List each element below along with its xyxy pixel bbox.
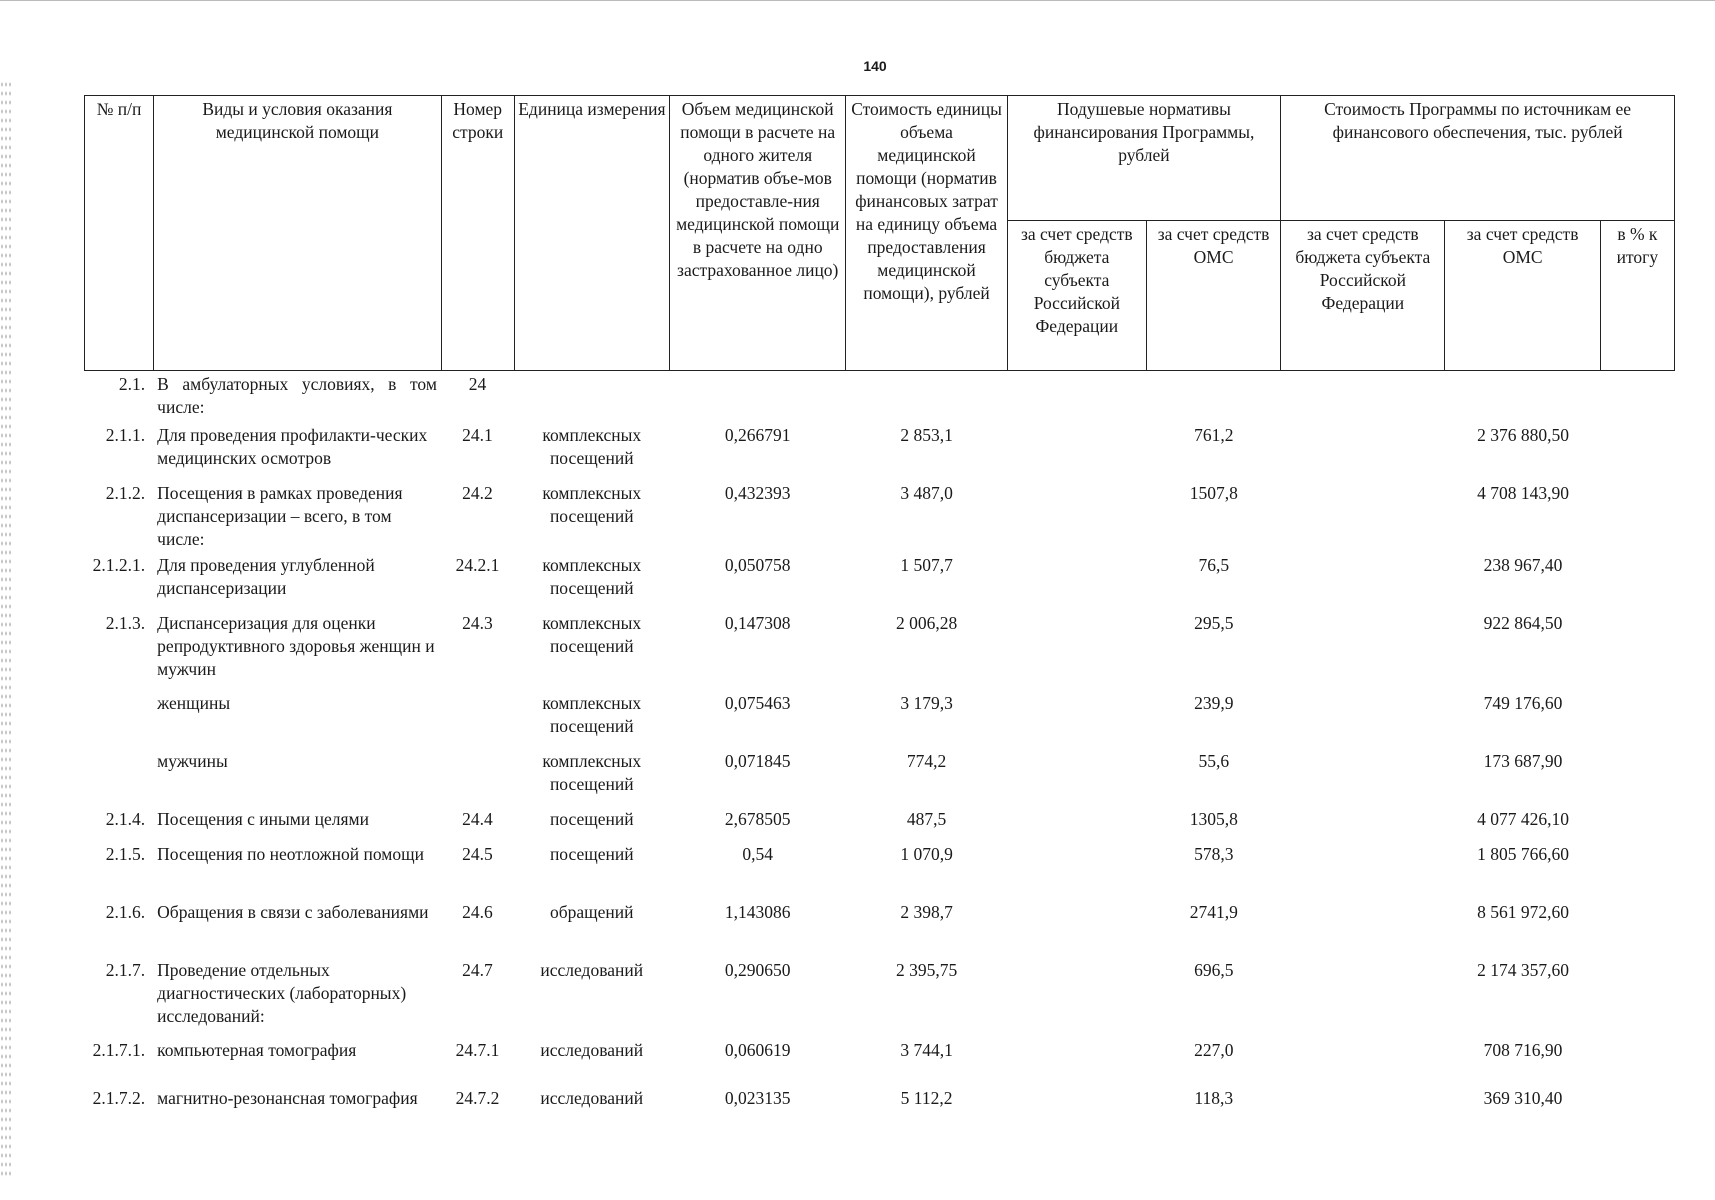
row-per-capita-oms-cell: 227,0 xyxy=(1194,1040,1234,1060)
row-unit-cell: посещений xyxy=(549,844,634,864)
row-line-cell xyxy=(441,747,514,805)
row-number-cell xyxy=(84,689,153,747)
row-cost-cell: 3 179,3 xyxy=(900,693,953,713)
row-program-pct-cell xyxy=(1601,421,1675,479)
row-per-capita-oms-cell: 2741,9 xyxy=(1189,902,1238,922)
row-cost-cell: 2 398,7 xyxy=(900,902,953,922)
header-program-pct: в % к итогу xyxy=(1600,221,1674,371)
row-program-budget-cell xyxy=(1281,609,1445,689)
header-unit: Единица измерения xyxy=(514,96,669,371)
row-per-capita-budget-cell xyxy=(1007,479,1146,551)
row-name-cell: Для проведения углубленной диспансеризации xyxy=(157,555,375,598)
header-volume: Объем медицинской помощи в расчете на одного жителя (норматив объе-мов предоставле-ния медицинской помощи в расчете на одно застрахованное лицо) xyxy=(670,96,846,371)
row-per-capita-oms-cell: 761,2 xyxy=(1194,425,1234,445)
row-program-pct-cell xyxy=(1601,805,1675,840)
row-number-cell: 2.1.1. xyxy=(105,425,146,445)
row-number-cell: 2.1.5. xyxy=(105,844,146,864)
row-program-pct-cell xyxy=(1601,1036,1675,1084)
row-per-capita-budget-cell xyxy=(1007,956,1146,1036)
row-number-cell: 2.1.7. xyxy=(105,960,146,980)
row-program-pct-cell xyxy=(1601,898,1675,956)
table-body xyxy=(84,371,1675,1134)
row-cost-cell: 5 112,2 xyxy=(900,1088,953,1108)
row-per-capita-budget-cell xyxy=(1007,1084,1146,1134)
row-number-cell: 2.1. xyxy=(118,374,146,394)
row-program-oms-cell: 1 805 766,60 xyxy=(1477,844,1569,864)
row-volume-cell: 0,266791 xyxy=(724,425,791,445)
row-name-cell: В амбулаторных условиях, в том числе: xyxy=(157,374,437,417)
page-number: 140 xyxy=(863,58,887,74)
row-program-oms-cell: 2 174 357,60 xyxy=(1477,960,1569,980)
row-per-capita-oms-cell: 55,6 xyxy=(1198,751,1230,771)
row-program-oms-cell: 2 376 880,50 xyxy=(1477,425,1569,445)
row-per-capita-budget-cell xyxy=(1007,1036,1146,1084)
row-program-budget-cell xyxy=(1281,805,1445,840)
row-per-capita-oms-cell: 239,9 xyxy=(1194,693,1234,713)
header-per-capita: Подушевые нормативы финансирования Программы, рублей xyxy=(1007,96,1281,221)
row-number-cell: 2.1.4. xyxy=(105,809,146,829)
row-program-budget-cell xyxy=(1281,898,1445,956)
row-per-capita-oms-cell: 578,3 xyxy=(1194,844,1234,864)
row-line-cell: 24.7.1 xyxy=(455,1040,500,1060)
row-program-pct-cell xyxy=(1601,479,1675,551)
row-program-pct-cell xyxy=(1601,956,1675,1036)
row-name-cell: компьютерная томография xyxy=(157,1040,357,1060)
row-number-cell: 2.1.3. xyxy=(105,613,146,633)
row-number-cell: 2.1.2.1. xyxy=(92,555,146,575)
row-program-budget-cell xyxy=(1281,840,1445,898)
row-program-budget-cell xyxy=(1281,956,1445,1036)
row-cost-cell: 774,2 xyxy=(906,751,947,771)
row-program-budget-cell xyxy=(1281,1036,1445,1084)
table-row xyxy=(84,551,1675,609)
row-program-oms-cell: 922 864,50 xyxy=(1483,613,1563,633)
row-per-capita-budget-cell xyxy=(1007,898,1146,956)
row-per-capita-oms-cell: 295,5 xyxy=(1194,613,1234,633)
table-row xyxy=(84,689,1675,747)
row-cost-cell: 2 006,28 xyxy=(895,613,958,633)
row-line-cell xyxy=(441,689,514,747)
row-line-cell: 24.7 xyxy=(462,960,493,980)
row-unit-cell: обращений xyxy=(550,902,634,922)
row-per-capita-budget-cell xyxy=(1007,421,1146,479)
row-per-capita-oms-cell: 696,5 xyxy=(1194,960,1234,980)
table-row xyxy=(84,609,1675,689)
row-volume-cell: 0,432393 xyxy=(724,483,791,503)
row-program-budget-cell xyxy=(1281,421,1445,479)
header-per-capita-oms: за счет средств ОМС xyxy=(1146,221,1280,371)
row-volume-cell: 0,060619 xyxy=(724,1040,791,1060)
row-unit-cell: комплексных посещений xyxy=(542,751,642,794)
row-per-capita-budget-cell xyxy=(1007,551,1146,609)
row-name-cell: Диспансеризация для оценки репродуктивного здоровья женщин и мужчин xyxy=(157,613,435,679)
row-per-capita-budget-cell xyxy=(1007,371,1146,421)
row-line-cell: 24 xyxy=(468,374,487,394)
row-volume-cell: 0,290650 xyxy=(724,960,791,980)
row-program-oms-cell xyxy=(1445,371,1600,421)
row-line-cell: 24.1 xyxy=(462,425,493,445)
row-volume-cell: 0,075463 xyxy=(724,693,791,713)
row-per-capita-oms-cell xyxy=(1147,371,1281,421)
row-name-cell: Посещения с иными целями xyxy=(157,809,369,829)
row-name-cell: Посещения по неотложной помощи xyxy=(157,844,424,864)
row-unit-cell: комплексных посещений xyxy=(542,425,642,468)
row-cost-cell: 1 070,9 xyxy=(900,844,953,864)
row-unit-cell xyxy=(514,371,669,421)
row-name-cell: женщины xyxy=(157,693,231,713)
table-row xyxy=(84,479,1675,551)
row-name-cell: Посещения в рамках проведения диспансеризации – всего, в том числе: xyxy=(157,483,403,549)
row-per-capita-oms-cell: 76,5 xyxy=(1198,555,1230,575)
row-name-cell: мужчины xyxy=(157,751,228,771)
row-per-capita-budget-cell xyxy=(1007,689,1146,747)
table-row xyxy=(84,805,1675,840)
row-volume-cell: 0,071845 xyxy=(724,751,791,771)
row-cost-cell: 3 744,1 xyxy=(900,1040,953,1060)
row-line-cell: 24.6 xyxy=(462,902,493,922)
row-cost-cell: 3 487,0 xyxy=(900,483,953,503)
row-number-cell: 2.1.2. xyxy=(105,483,146,503)
row-cost-cell: 2 395,75 xyxy=(895,960,958,980)
scan-edge-line xyxy=(0,0,1715,5)
row-program-pct-cell xyxy=(1601,840,1675,898)
row-per-capita-budget-cell xyxy=(1007,840,1146,898)
row-volume-cell: 0,147308 xyxy=(724,613,791,633)
table-row xyxy=(84,898,1675,956)
row-cost-cell: 487,5 xyxy=(906,809,947,829)
row-line-cell: 24.7.2 xyxy=(455,1088,500,1108)
table-row xyxy=(84,421,1675,479)
row-program-oms-cell: 4 077 426,10 xyxy=(1477,809,1569,829)
row-per-capita-oms-cell: 118,3 xyxy=(1194,1088,1234,1108)
row-program-pct-cell xyxy=(1601,1084,1675,1134)
row-program-pct-cell xyxy=(1601,551,1675,609)
table-row xyxy=(84,956,1675,1036)
table-row xyxy=(84,1036,1675,1084)
row-unit-cell: комплексных посещений xyxy=(542,555,642,598)
table-row xyxy=(84,840,1675,898)
row-per-capita-oms-cell: 1507,8 xyxy=(1189,483,1238,503)
row-name-cell: Для проведения профилакти-ческих медицинских осмотров xyxy=(157,425,428,468)
row-per-capita-budget-cell xyxy=(1007,747,1146,805)
header-program-oms: за счет средств ОМС xyxy=(1445,221,1600,371)
row-program-oms-cell: 369 310,40 xyxy=(1483,1088,1563,1108)
table-header xyxy=(84,95,1675,371)
row-program-budget-cell xyxy=(1281,551,1445,609)
header-kind: Виды и условия оказания медицинской помощи xyxy=(154,96,442,371)
row-line-cell: 24.3 xyxy=(462,613,493,633)
header-num: № п/п xyxy=(85,96,154,371)
row-cost-cell: 1 507,7 xyxy=(900,555,953,575)
scan-margin-dots xyxy=(0,80,12,1180)
row-unit-cell: исследований xyxy=(540,1088,644,1108)
table-row xyxy=(84,371,1675,421)
table-row xyxy=(84,747,1675,805)
row-number-cell: 2.1.7.1. xyxy=(92,1040,146,1060)
row-program-budget-cell xyxy=(1281,689,1445,747)
row-program-pct-cell xyxy=(1601,689,1675,747)
row-program-oms-cell: 8 561 972,60 xyxy=(1477,902,1569,922)
row-volume-cell: 1,143086 xyxy=(724,902,791,922)
row-program-budget-cell xyxy=(1281,479,1445,551)
row-program-pct-cell xyxy=(1601,747,1675,805)
row-unit-cell: комплексных посещений xyxy=(542,693,642,736)
row-name-cell: Проведение отдельных диагностических (лабораторных) исследований: xyxy=(157,960,407,1026)
row-number-cell: 2.1.6. xyxy=(105,902,146,922)
row-volume-cell: 2,678505 xyxy=(724,809,791,829)
row-program-pct-cell xyxy=(1601,609,1675,689)
table-row xyxy=(84,1084,1675,1134)
row-unit-cell: комплексных посещений xyxy=(542,483,642,526)
row-volume-cell xyxy=(669,371,845,421)
row-line-cell: 24.2.1 xyxy=(455,555,500,575)
row-program-budget-cell xyxy=(1281,1084,1445,1134)
row-unit-cell: посещений xyxy=(549,809,634,829)
row-program-budget-cell xyxy=(1281,371,1445,421)
row-number-cell xyxy=(84,747,153,805)
row-per-capita-budget-cell xyxy=(1007,609,1146,689)
row-program-oms-cell: 173 687,90 xyxy=(1483,751,1563,771)
row-per-capita-budget-cell xyxy=(1007,805,1146,840)
row-line-cell: 24.2 xyxy=(462,483,493,503)
header-row-no: Номер строки xyxy=(441,96,514,371)
row-unit-cell: комплексных посещений xyxy=(542,613,642,656)
row-program-oms-cell: 749 176,60 xyxy=(1483,693,1563,713)
row-program-oms-cell: 238 967,40 xyxy=(1483,555,1563,575)
header-per-capita-budget: за счет средств бюджета субъекта Российской Федерации xyxy=(1007,221,1146,371)
row-per-capita-oms-cell: 1305,8 xyxy=(1189,809,1238,829)
row-line-cell: 24.4 xyxy=(462,809,493,829)
row-program-oms-cell: 4 708 143,90 xyxy=(1477,483,1569,503)
row-volume-cell: 0,54 xyxy=(742,844,773,864)
row-volume-cell: 0,023135 xyxy=(724,1088,791,1108)
row-program-oms-cell: 708 716,90 xyxy=(1483,1040,1563,1060)
row-unit-cell: исследований xyxy=(540,1040,644,1060)
row-cost-cell: 2 853,1 xyxy=(900,425,953,445)
header-program-budget: за счет средств бюджета субъекта Российской Федерации xyxy=(1281,221,1445,371)
row-program-pct-cell xyxy=(1601,371,1675,421)
row-volume-cell: 0,050758 xyxy=(724,555,791,575)
row-line-cell: 24.5 xyxy=(462,844,493,864)
row-number-cell: 2.1.7.2. xyxy=(92,1088,146,1108)
row-name-cell: Обращения в связи с заболеваниями xyxy=(157,902,429,922)
row-cost-cell xyxy=(846,371,1007,421)
row-unit-cell: исследований xyxy=(540,960,644,980)
header-cost: Стоимость единицы объема медицинской помощи (норматив финансовых затрат на единицу объема предоставления медицинской помощи), рублей xyxy=(846,96,1007,371)
row-name-cell: магнитно-резонансная томография xyxy=(157,1088,418,1108)
header-program-cost: Стоимость Программы по источникам ее финансового обеспечения, тыс. рублей xyxy=(1281,96,1675,221)
row-program-budget-cell xyxy=(1281,747,1445,805)
